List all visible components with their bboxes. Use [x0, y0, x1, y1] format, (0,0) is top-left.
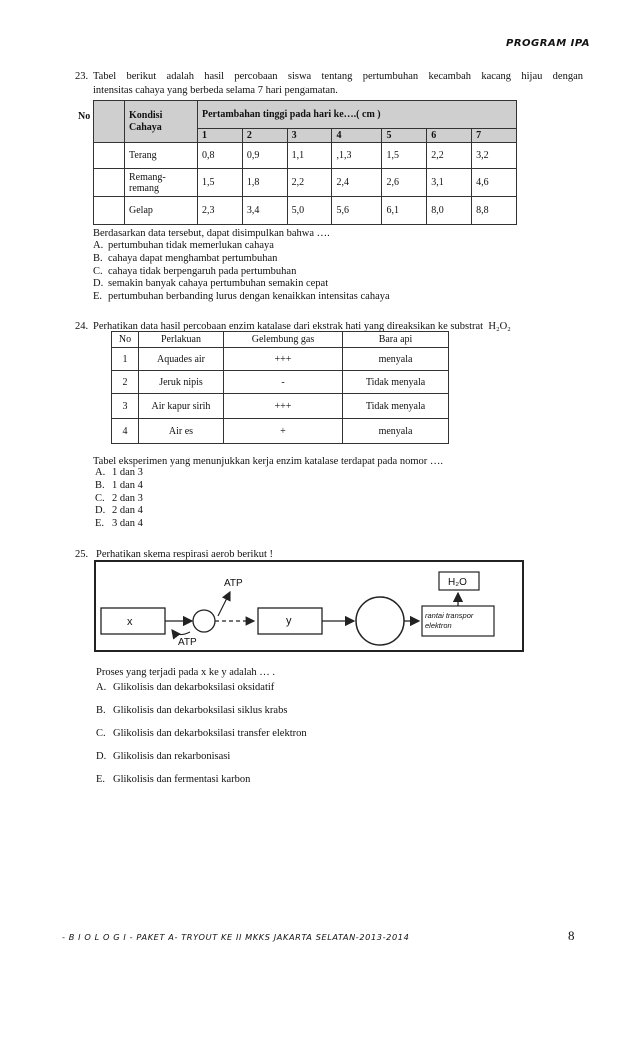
q23-value-cell: 8,0: [427, 197, 472, 225]
small-cycle-circle: [193, 610, 215, 632]
q24-options: [95, 467, 143, 531]
q24-header-cell: No: [112, 332, 139, 348]
q23-value-cell: 3,2: [472, 143, 517, 169]
q23-text-line2: intensitas cahaya yang berbeda selama 7 hari pengamatan.: [93, 85, 338, 96]
q25-text: Perhatikan skema respirasi aerob berikut !: [96, 549, 273, 560]
q24-cell: 3: [112, 394, 139, 419]
h2o-label: H₂O: [448, 577, 467, 588]
q24-option-c[interactable]: C. 2 dan 3: [95, 492, 143, 504]
table-row: [94, 169, 517, 197]
q23-header-kondisi: Kondisi Cahaya: [125, 101, 198, 143]
header-program-label: PROGRAM IPA: [506, 38, 590, 49]
table-row: [112, 371, 449, 394]
q23-value-cell: 3,1: [427, 169, 472, 197]
q23-value-cell: 1,1: [287, 143, 332, 169]
q24-number: 24.: [75, 321, 89, 332]
q23-day: 6: [427, 129, 472, 143]
table-row: [94, 197, 517, 225]
atp-top-label: ATP: [224, 578, 243, 589]
q23-value-cell: 2,2: [427, 143, 472, 169]
q23-growth-table: [78, 100, 517, 225]
q23-kondisi-cell: Terang: [125, 143, 198, 169]
table-row: [112, 394, 449, 419]
q24-cell: Tidak menyala: [343, 371, 449, 394]
q24-cell: Aquades air: [139, 348, 224, 371]
q24-question: Tabel eksperimen yang menunjukkan kerja enzim katalase terdapat pada nomor ….: [93, 456, 444, 467]
q24-cell: Jeruk nipis: [139, 371, 224, 394]
q23-day: 5: [382, 129, 427, 143]
q23-option-a[interactable]: A. pertumbuhan tidak memerlukan cahaya: [93, 240, 274, 251]
q23-text-line1: Tabel berikut adalah hasil percobaan siswa tentang pertumbuhan kecambah kacang hijau dengan: [93, 71, 583, 82]
q23-header-no: No: [94, 101, 125, 143]
q24-option-a[interactable]: A. 1 dan 3: [95, 467, 143, 478]
q23-header-pertambahan: Pertambahan tinggi pada hari ke….( cm ): [198, 101, 517, 129]
q24-cell: Air es: [139, 419, 224, 444]
respiration-diagram: [94, 560, 524, 652]
q24-option-b[interactable]: B. 1 dan 4: [95, 479, 143, 491]
q24-header-cell: Gelembung gas: [224, 332, 343, 348]
x-box: [101, 608, 165, 634]
q25-option-c[interactable]: C. Glikolisis dan dekarboksilasi transfer elektron: [96, 728, 307, 739]
q23-value-cell: 1,5: [382, 143, 427, 169]
q23-value-cell: 3,4: [242, 197, 287, 225]
q23-value-cell: 0,8: [198, 143, 243, 169]
q23-value-cell: ,1,3: [332, 143, 382, 169]
q23-value-cell: 1,8: [242, 169, 287, 197]
q23-value-cell: 6,1: [382, 197, 427, 225]
footer-exam-label: - B I O L O G I - PAKET A- TRYOUT KE II MKKS JAKARTA SELATAN-2013-2014: [62, 932, 410, 942]
q23-day: 2: [242, 129, 287, 143]
q24-cell: +++: [224, 348, 343, 371]
q23-kondisi-cell: Gelap: [125, 197, 198, 225]
q23-value-cell: 2,3: [198, 197, 243, 225]
x-label: x: [127, 616, 133, 628]
q23-value-cell: 1,5: [198, 169, 243, 197]
q24-cell: menyala: [343, 348, 449, 371]
q24-enzyme-table: [111, 331, 449, 444]
q25-number: 25.: [75, 549, 89, 560]
q23-day: 7: [472, 129, 517, 143]
q25-option-e[interactable]: E. Glikolisis dan fermentasi karbon: [96, 774, 251, 785]
atp-bottom-label: ATP: [178, 637, 197, 648]
q23-day: 3: [287, 129, 332, 143]
table-row: [112, 348, 449, 371]
table-row: [112, 419, 449, 444]
q23-day: 1: [198, 129, 243, 143]
q23-option-c[interactable]: C. cahaya tidak berpengaruh pada pertumbuhan: [93, 265, 297, 277]
q24-cell: +++: [224, 394, 343, 419]
q24-cell: menyala: [343, 419, 449, 444]
q25-option-d[interactable]: D. Glikolisis dan rekarbonisasi: [96, 751, 231, 762]
q23-value-cell: 2,2: [287, 169, 332, 197]
q23-value-cell: 5,6: [332, 197, 382, 225]
q25-option-b[interactable]: B. Glikolisis dan dekarboksilasi siklus krabs: [96, 705, 288, 716]
q25-question: Proses yang terjadi pada x ke y adalah … .: [96, 667, 276, 678]
q23-option-e[interactable]: E. pertumbuhan berbanding lurus dengan kenaikkan intensitas cahaya: [93, 291, 390, 303]
q23-value-cell: 2,6: [382, 169, 427, 197]
q23-options: [93, 240, 390, 304]
chain-label-line2: elektron: [425, 621, 452, 630]
q24-header-cell: Perlakuan: [139, 332, 224, 348]
q23-option-b[interactable]: B. cahaya dapat menghambat pertumbuhan: [93, 252, 278, 264]
q24-cell: +: [224, 419, 343, 444]
q24-cell: Air kapur sirih: [139, 394, 224, 419]
q24-substrate: H₂O₂: [488, 321, 511, 332]
q23-conclusion: Berdasarkan data tersebut, dapat disimpulkan bahwa ….: [93, 228, 330, 239]
table-row: [94, 143, 517, 169]
q24-cell: -: [224, 371, 343, 394]
q24-cell: Tidak menyala: [343, 394, 449, 419]
q24-cell: 2: [112, 371, 139, 394]
q23-option-d[interactable]: D. semakin banyak cahaya pertumbuhan semakin cepat: [93, 278, 329, 290]
q24-option-d[interactable]: D. 2 dan 4: [95, 505, 143, 517]
q23-value-cell: 8,8: [472, 197, 517, 225]
q23-value-cell: 4,6: [472, 169, 517, 197]
chain-label-line1: rantai transpor: [425, 611, 474, 620]
q24-text: Perhatikan data hasil percobaan enzim katalase dari ekstrak hati yang direaksikan ke substrat H₂O₂: [93, 321, 511, 332]
q23-value-cell: 0,9: [242, 143, 287, 169]
page-number: 8: [568, 928, 575, 943]
krebs-cycle-circle: [356, 597, 404, 645]
q24-cell: 1: [112, 348, 139, 371]
y-label: y: [286, 615, 292, 627]
q24-cell: 4: [112, 419, 139, 444]
q23-day: 4: [332, 129, 382, 143]
q23-value-cell: 5,0: [287, 197, 332, 225]
q25-option-a[interactable]: A. Glikolisis dan dekarboksilasi oksidatif: [96, 682, 275, 693]
q24-option-e[interactable]: E. 3 dan 4: [95, 518, 143, 530]
q23-value-cell: 2,4: [332, 169, 382, 197]
q23-number: 23.: [75, 71, 89, 82]
q23-kondisi-cell: Remang-remang: [125, 169, 198, 197]
q24-header-cell: Bara api: [343, 332, 449, 348]
